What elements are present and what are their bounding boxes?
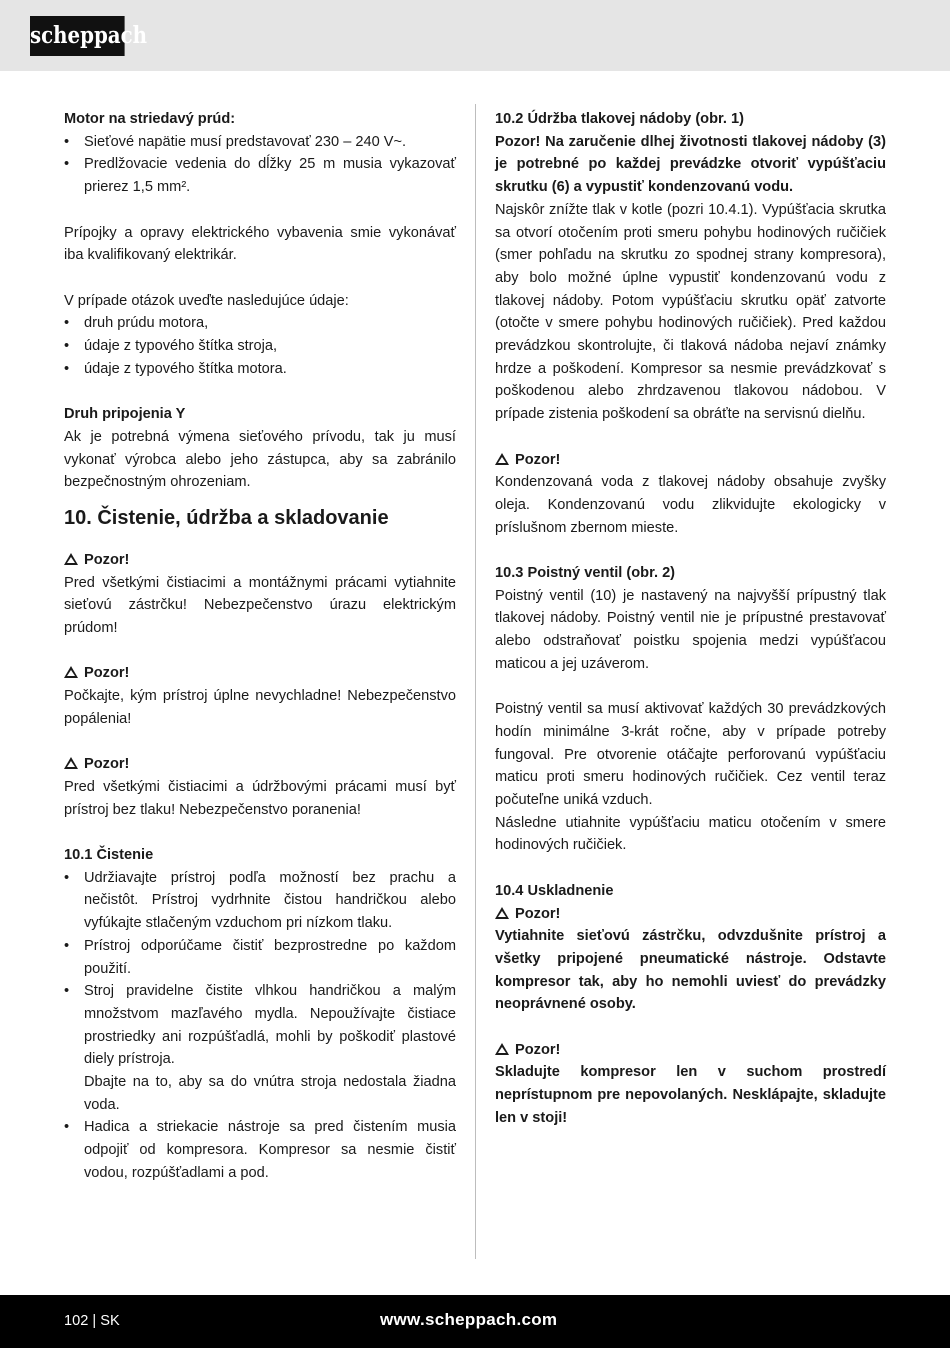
right-column: [495, 108, 886, 1130]
list-item: • Predlžovacie vedenia do dĺžky 25 m musia vykazovať prierez 1,5 mm².: [64, 153, 456, 198]
list-item: • Udržiavajte prístroj podľa možností bez prachu a nečistôt. Prístroj vydrhnite čistou handričkou alebo vyfúkajte stlačeným vzduchom pri nízkom tlaku.: [64, 867, 456, 935]
website-link[interactable]: www.scheppach.com: [380, 1310, 558, 1329]
motor-heading: Motor na striedavý prúd:: [64, 111, 236, 127]
storage-warning-text: Skladujte kompresor len v suchom prostredí neprístupnom pre nepovolaných. Nesklápajte, skladujte len v stoji!: [495, 1064, 886, 1126]
list-item: • druh prúdu motora,: [64, 312, 456, 335]
warning-heading: Pozor!: [64, 662, 456, 685]
list-item: • Hadica a striekacie nástroje sa pred čistením musia odpojiť od kompresora. Kompresor sa nesmie čistiť vodou, rozpúšťadlami a pod.: [64, 1116, 456, 1184]
warning-heading: Pozor!: [64, 549, 456, 572]
list-item: • Stroj pravidelne čistite vlhkou handričkou a malým množstvom mazľavého mydla. Nepoužívajte čistiace prostriedky ani rozpúšťadlá, mohli by poškodiť plastové diely prístroja. Dbajte na to, aby sa do vnútra stroja nedostala žiadna voda.: [64, 980, 456, 1116]
warning-text: Pred všetkými čistiacimi a údržbovými prácami musí byť prístroj bez tlaku! Nebezpečenstvo poranenia!: [64, 778, 456, 818]
valve-paragraph-1: Poistný ventil (10) je nastavený na najvyšší prípustný tlak tlakovej nádoby. Poistný ventil nie je prípustné prestavovať alebo odstraňovať poistku spojenia medzi vypúšťacou maticou a jej uzáverom.: [495, 587, 886, 672]
storage-warning-text: Vytiahnite sieťovú zástrčku, odvzdušnite prístroj a všetky pripojené pneumatické nástroje. Odstavte kompresor tak, aby ho nemohli uviesť do prevádzky neoprávnené osoby.: [495, 928, 886, 1013]
page-number: 102 | SK: [64, 1313, 120, 1329]
warning-text: Pred všetkými čistiacimi a montážnymi prácami vytiahnite sieťovú zástrčku! Nebezpečenstvo úrazu elektrickým prúdom!: [64, 574, 456, 637]
warning-icon: [495, 1043, 509, 1055]
tank-warning: Pozor! Na zaručenie dlhej životnosti tlakovej nádoby (3) je potrebné po každej prevádzke otvoriť vypúšťaciu skrutku (6) a vypustiť kondenzovanú vodu.: [495, 133, 886, 196]
list-item: • údaje z typového štítka motora.: [64, 358, 456, 381]
valve-paragraph-2: Poistný ventil sa musí aktivovať každých 30 prevádzkových hodín minimálne 3-krát ročne, aby v prípade potreby fungoval. Pre otvorenie otáčajte perforovanú vypúšťaciu maticu proti smeru hodinových ručičiek. Cez ventil teraz počuteľne uniká vzduch.: [495, 701, 886, 809]
motor-list: [64, 131, 456, 199]
list-item: • Sieťové napätie musí predstavovať 230 – 240 V~.: [64, 131, 456, 154]
warning-heading: Pozor!: [495, 1039, 886, 1062]
cleaning-list: [64, 867, 456, 1185]
page-header: [0, 0, 950, 71]
electric-paragraph: Prípojky a opravy elektrického vybavenia smie vykonávať iba kvalifikovaný elektrikár.: [64, 224, 456, 264]
warning-text: Kondenzovaná voda z tlakovej nádoby obsahuje zvyšky oleja. Kondenzovanú vodu zlikvidujte ekologicky v príslušnom zbernom mieste.: [495, 474, 886, 536]
tank-paragraph: Najskôr znížte tlak v kotle (pozri 10.4.1). Vypúšťacia skrutka sa otvorí otočením proti smeru pohybu hodinových ručičiek (smer pohľadu na skrutku zo spodnej strany kompresora), aby bolo možné úplne vypustiť kondenzovanú vodu z tlakovej nádoby. Potom vypúšťaciu skrutku opäť zatvorte (otočte v smere pohybu hodinových ručičiek). Pred každou prevádzkou skontrolujte, či tlaková nádoba nejaví známky hrdze a poškodení. Kompresor sa nesmie prevádzkovať s poškodenou alebo zhrdzavenou tlakovou nádobou. V prípade zistenia poškodení sa obráťte na servisnú dielňu.: [495, 201, 886, 423]
questions-paragraph: V prípade otázok uveďte nasledujúce údaje:: [64, 292, 349, 309]
tank-heading: 10.2 Údržba tlakovej nádoby (obr. 1): [495, 111, 744, 127]
warning-icon: [495, 907, 509, 919]
warning-text: Počkajte, kým prístroj úplne nevychladne! Nebezpečenstvo popálenia!: [64, 688, 456, 727]
column-divider: [475, 104, 476, 1259]
warning-icon: [64, 757, 78, 769]
warning-heading: Pozor!: [64, 753, 456, 776]
valve-paragraph-3: Následne utiahnite vypúšťaciu maticu otočením v smere hodinových ručičiek.: [495, 814, 886, 854]
section-title: 10. Čistenie, údržba a skladovanie: [64, 506, 389, 529]
brand-logo: scheppach: [30, 16, 125, 56]
warning-icon: [495, 453, 509, 465]
list-item: • údaje z typového štítka stroja,: [64, 335, 456, 358]
connection-heading: Druh pripojenia Y: [64, 406, 186, 423]
storage-heading: 10.4 Uskladnenie: [495, 882, 614, 899]
list-item: • Prístroj odporúčame čistiť bezprostredne po každom použití.: [64, 935, 456, 980]
warning-heading: Pozor!: [495, 903, 886, 926]
connection-paragraph: Ak je potrebná výmena sieťového prívodu, tak ju musí vykonať výrobca alebo jeho zástupca, aby sa zabránilo bezpečnostným ohrozeniam.: [64, 428, 456, 491]
warning-icon: [64, 666, 78, 678]
left-column: [64, 108, 456, 1185]
warning-icon: [64, 553, 78, 565]
cleaning-heading: 10.1 Čistenie: [64, 847, 154, 863]
page-footer: [0, 1295, 950, 1348]
warning-heading: Pozor!: [495, 449, 886, 472]
questions-list: [64, 312, 456, 380]
valve-heading: 10.3 Poistný ventil (obr. 2): [495, 565, 676, 582]
